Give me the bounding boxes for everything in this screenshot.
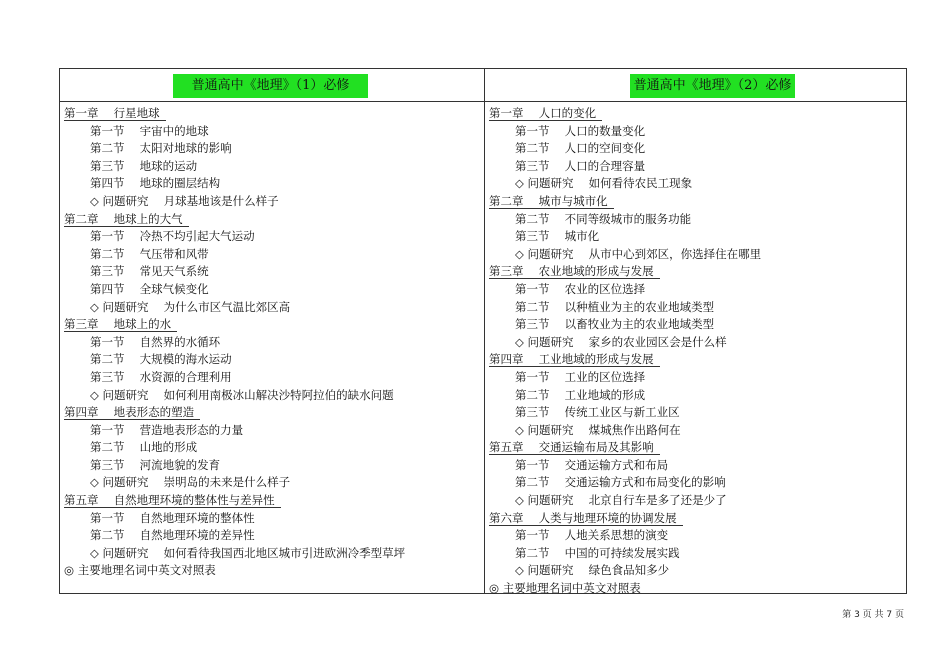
section-item (485, 158, 906, 176)
left-header-cell (60, 69, 484, 102)
section-item (60, 263, 484, 281)
chapter-heading (60, 404, 484, 422)
section-item-label: 第一节 自然地理环境的整体性 (90, 510, 255, 525)
section-item-label: 第一节 宇宙中的地球 (90, 123, 209, 138)
section-item-label: 第四节 全球气候变化 (90, 281, 209, 296)
section-item-label: 第二节 山地的形成 (90, 440, 198, 455)
research-item (485, 334, 906, 352)
chapter-heading (485, 193, 906, 211)
chapter-heading-label: 第一章 人口的变化 (489, 106, 602, 121)
section-item-label: 第一节 营造地表形态的力量 (90, 422, 244, 437)
right-header-cell (485, 69, 906, 102)
chapter-heading (60, 211, 484, 229)
section-item (60, 158, 484, 176)
right-column-title: 普通高中《地理》（2）必修 (630, 74, 795, 98)
glossary-item-label: ◎ 主要地理名词中英文对照表 (489, 581, 641, 596)
section-item (485, 211, 906, 229)
section-item (60, 527, 484, 545)
section-item-label: 第一节 工业的区位选择 (515, 369, 646, 384)
research-item-label: ◇ 问题研究 如何利用南极冰山解决沙特阿拉伯的缺水问题 (90, 387, 394, 402)
research-item-label: ◇ 问题研究 如何看待我国西北地区城市引进欧洲冷季型草坪 (90, 545, 406, 560)
glossary-item (60, 562, 484, 580)
section-item-label: 第三节 常见天气系统 (90, 264, 209, 279)
chapter-heading-label: 第四章 地表形态的塑造 (64, 405, 200, 420)
section-item (485, 404, 906, 422)
section-item-label: 第二节 太阳对地球的影响 (90, 141, 232, 156)
chapter-heading (485, 105, 906, 123)
chapter-heading (485, 510, 906, 528)
section-item-label: 第二节 气压带和风带 (90, 246, 209, 261)
section-item (485, 228, 906, 246)
research-item-label: ◇ 问题研究 绿色食品知多少 (515, 563, 670, 578)
chapter-heading-label: 第三章 农业地域的形成与发展 (489, 264, 660, 279)
research-item-label: ◇ 问题研究 北京自行车是多了还是少了 (515, 493, 727, 508)
chapter-heading (485, 351, 906, 369)
section-item-label: 第二节 自然地理环境的差异性 (90, 528, 255, 543)
section-item (60, 351, 484, 369)
chapter-heading-label: 第六章 人类与地理环境的协调发展 (489, 511, 683, 526)
section-item-label: 第一节 农业的区位选择 (515, 281, 646, 296)
chapter-heading (485, 263, 906, 281)
section-item-label: 第二节 人口的空间变化 (515, 141, 646, 156)
chapter-heading (60, 492, 484, 510)
chapter-heading (60, 316, 484, 334)
toc-table (59, 68, 907, 594)
section-item (60, 457, 484, 475)
section-item (60, 369, 484, 387)
section-item (485, 369, 906, 387)
section-item-label: 第三节 人口的合理容量 (515, 158, 646, 173)
left-column-title: 普通高中《地理》（1）必修 (173, 74, 368, 98)
section-item (60, 246, 484, 264)
section-item (485, 527, 906, 545)
section-item (60, 228, 484, 246)
research-item-label: ◇ 问题研究 为什么市区气温比郊区高 (90, 299, 291, 314)
section-item (485, 545, 906, 563)
research-item (60, 193, 484, 211)
section-item (485, 457, 906, 475)
chapter-heading-label: 第四章 工业地域的形成与发展 (489, 352, 660, 367)
section-item (485, 299, 906, 317)
section-item-label: 第四节 地球的圈层结构 (90, 176, 221, 191)
research-item (60, 299, 484, 317)
research-item (485, 175, 906, 193)
section-item-label: 第一节 冷热不均引起大气运动 (90, 229, 255, 244)
section-item-label: 第二节 中国的可持续发展实践 (515, 545, 680, 560)
research-item (485, 562, 906, 580)
research-item (60, 545, 484, 563)
section-item (60, 175, 484, 193)
section-item (485, 474, 906, 492)
section-item (485, 140, 906, 158)
glossary-item-label: ◎ 主要地理名词中英文对照表 (64, 563, 216, 578)
chapter-heading-label: 第五章 自然地理环境的整体性与差异性 (64, 493, 281, 508)
section-item (60, 422, 484, 440)
section-item-label: 第二节 交通运输方式和布局变化的影响 (515, 475, 726, 490)
research-item-label: ◇ 问题研究 从市中心到郊区，你选择住在哪里 (515, 246, 762, 261)
section-item-label: 第三节 传统工业区与新工业区 (515, 405, 680, 420)
section-item-label: 第三节 以畜牧业为主的农业地域类型 (515, 317, 715, 332)
glossary-item (485, 580, 906, 598)
chapter-heading-label: 第一章 行星地球 (64, 106, 166, 121)
section-item-label: 第三节 水资源的合理利用 (90, 369, 232, 384)
chapter-heading (485, 439, 906, 457)
section-item-label: 第二节 工业地域的形成 (515, 387, 646, 402)
research-item (485, 422, 906, 440)
section-item-label: 第一节 人地关系思想的演变 (515, 528, 669, 543)
chapter-heading-label: 第二章 地球上的大气 (64, 212, 189, 227)
chapter-heading-label: 第五章 交通运输布局及其影响 (489, 440, 660, 455)
left-column (60, 69, 485, 593)
section-item (485, 123, 906, 141)
section-item-label: 第一节 交通运输方式和布局 (515, 457, 669, 472)
research-item (60, 474, 484, 492)
section-item (485, 387, 906, 405)
section-item-label: 第三节 河流地貌的发育 (90, 457, 221, 472)
research-item (60, 387, 484, 405)
section-item (60, 140, 484, 158)
section-item-label: 第三节 城市化 (515, 229, 600, 244)
section-item (485, 281, 906, 299)
section-item-label: 第二节 不同等级城市的服务功能 (515, 211, 692, 226)
section-item (60, 123, 484, 141)
research-item-label: ◇ 问题研究 煤城焦作出路何在 (515, 422, 681, 437)
page-number: 第 3 页 共 7 页 (842, 610, 904, 620)
research-item-label: ◇ 问题研究 家乡的农业园区会是什么样 (515, 334, 727, 349)
section-item (60, 281, 484, 299)
section-item-label: 第一节 自然界的水循环 (90, 334, 221, 349)
research-item-label: ◇ 问题研究 如何看待农民工现象 (515, 176, 693, 191)
right-contents-list (485, 102, 906, 598)
research-item-label: ◇ 问题研究 崇明岛的未来是什么样子 (90, 475, 291, 490)
section-item-label: 第二节 以种植业为主的农业地域类型 (515, 299, 715, 314)
left-contents-list (60, 102, 484, 580)
section-item (60, 334, 484, 352)
research-item (485, 246, 906, 264)
section-item-label: 第二节 大规模的海水运动 (90, 352, 232, 367)
chapter-heading-label: 第二章 城市与城市化 (489, 194, 614, 209)
research-item-label: ◇ 问题研究 月球基地该是什么样子 (90, 193, 279, 208)
chapter-heading-label: 第三章 地球上的水 (64, 317, 177, 332)
section-item (60, 510, 484, 528)
chapter-heading (60, 105, 484, 123)
section-item-label: 第三节 地球的运动 (90, 158, 198, 173)
section-item (485, 316, 906, 334)
research-item (485, 492, 906, 510)
section-item-label: 第一节 人口的数量变化 (515, 123, 646, 138)
section-item (60, 439, 484, 457)
right-column (485, 69, 906, 596)
